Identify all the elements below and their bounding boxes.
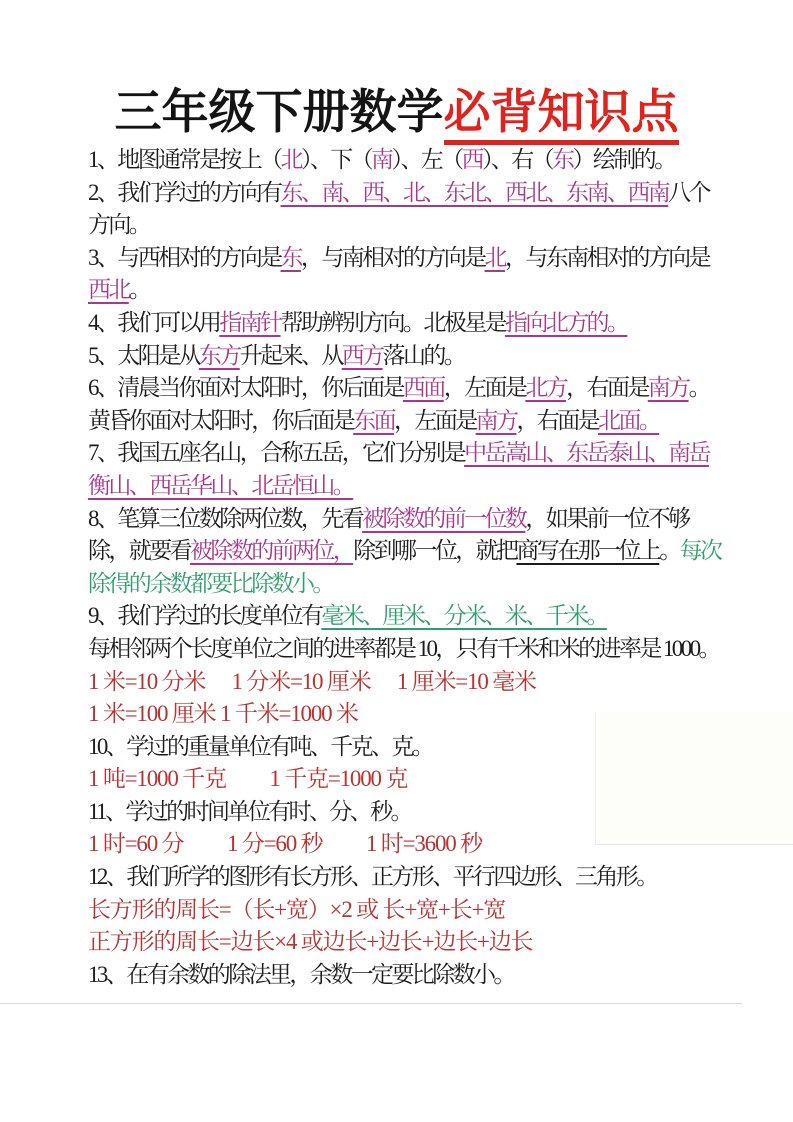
text-run: 8、笔算三位数除两位数，先看 [88, 505, 363, 531]
text-run: 2、我们学过的方向有 [88, 179, 281, 205]
text-run: 13、在有余数的除法里，余数一定要比除数小。 [88, 961, 514, 987]
page-edge-line [0, 1003, 742, 1004]
text-run: 10、学过的重量单位有吨、千克、克。 [88, 733, 433, 759]
text-run: 。 [128, 277, 150, 303]
length-formulas-1 [88, 666, 723, 699]
text-run: 每次除得的余数都要比除数小。 [88, 538, 721, 596]
time-formulas [88, 828, 723, 861]
text-run: 西方 [341, 342, 383, 368]
text-run: 北 [484, 244, 505, 270]
text-run: 东 [552, 147, 573, 172]
weight-formulas [88, 763, 723, 796]
text-run: ）、右（ [481, 147, 553, 172]
text-run: 指南针 [219, 309, 281, 335]
text-run: 长方形的周长=（长+宽）×2 或 长+宽+长+宽 [88, 896, 506, 922]
text-run: 7、我国五座名山，合称五岳，它们分别是 [88, 440, 465, 466]
text-run: 八个方向。 [88, 179, 709, 238]
text-run: 商写在那一位上 [516, 538, 660, 564]
text-run: 北 [280, 147, 301, 172]
text-run: ，与东南相对的方向是 [504, 244, 709, 270]
length-formulas-2 [88, 698, 723, 731]
text-run: 南方 [647, 375, 689, 401]
text-run: 5、太阳是从 [88, 342, 199, 368]
point-8 [88, 503, 723, 601]
text-run: 北方 [525, 375, 567, 401]
text-run: 11、学过的时间单位有时、分、秒。 [88, 798, 411, 824]
point-10 [88, 731, 723, 764]
text-run: 西面 [402, 375, 444, 401]
perimeter-square-formula [88, 926, 723, 959]
text-run: ）、下（ [300, 147, 372, 172]
text-run: 升起来、从 [239, 342, 342, 368]
point-2 [88, 177, 723, 242]
text-run: 4、我们可以用 [88, 309, 220, 335]
text-run: 落山的。 [382, 342, 465, 368]
text-run: 。黄昏你面对太阳时，你后面是 [88, 375, 709, 433]
text-run: ，左面是 [394, 407, 476, 433]
point-7 [88, 437, 723, 502]
text-run: ，与南相对的方向是 [300, 244, 485, 270]
text-run: 东 [280, 244, 301, 270]
text-run: 西北 [88, 277, 129, 303]
text-run: 9、我们学过的长度单位有 [88, 603, 322, 629]
text-run: 1、地图通常是按上（ [88, 147, 281, 172]
text-run: 。 [659, 538, 680, 564]
point-1 [88, 144, 723, 177]
text-run: 东方 [198, 342, 240, 368]
point-13 [88, 959, 723, 992]
point-9-note [88, 633, 723, 666]
text-run: ，左面是 [443, 375, 526, 401]
text-run: 1 米=10 分米 1 分米=10 厘米 1 厘米=10 毫米 [88, 668, 536, 694]
text-run: 南方 [475, 407, 517, 433]
point-6 [88, 372, 723, 437]
point-3 [88, 242, 723, 307]
point-5 [88, 340, 723, 373]
text-run: 被除数的前一位数 [362, 505, 526, 531]
text-run: 指向北方的。 [504, 309, 628, 335]
text-run: 东面 [353, 407, 395, 433]
text-run: 中岳嵩山、东岳泰山、南岳衡山、西岳华山、北岳恒山。 [88, 440, 709, 498]
text-run: 6、清晨当你面对太阳时，你后面是 [88, 375, 403, 401]
text-run: 西 [461, 147, 482, 172]
text-run: 1 时=60 分 1 分=60 秒 1 时=3600 秒 [88, 831, 482, 857]
text-run: 东、南、西、北、东北、西北、东南、西南 [280, 179, 669, 205]
text-run: 每相邻两个长度单位之间的进率都是 10，只有千米和米的进率是 1000。 [88, 635, 719, 661]
text-run: 1 吨=1000 千克 1 千克=1000 克 [88, 766, 408, 792]
point-11 [88, 796, 723, 829]
text-run: ，如果前一位不够除，就要看 [88, 505, 689, 564]
perimeter-rect-formula [88, 894, 723, 927]
text-run: ）、左（ [391, 147, 462, 172]
page-title-black: 三年级下册数学 [114, 85, 444, 138]
point-9 [88, 600, 723, 633]
point-4 [88, 307, 723, 340]
text-run: 正方形的周长=边长×4 或边长+边长+边长+边长 [88, 929, 533, 955]
text-run: ，右面是 [566, 375, 648, 401]
text-run: ）绘制的。 [572, 147, 675, 172]
point-12 [88, 861, 723, 894]
knowledge-points-list [0, 144, 793, 991]
page-title [0, 86, 793, 138]
text-run: 南 [371, 147, 392, 172]
text-run: ，右面是 [516, 407, 599, 433]
page-title-red: 必背知识点 [444, 85, 679, 145]
text-run: 北面。 [598, 407, 660, 433]
text-run: 毫米、厘米、分米、米、千米。 [321, 603, 607, 629]
text-run: 1 米=100 厘米 1 千米=1000 米 [88, 701, 358, 727]
text-run: 被除数的前两位， [190, 538, 354, 564]
text-run: 12、我们所学的图形有长方形、正方形、平行四边形、三角形。 [88, 864, 657, 890]
text-run: 除到哪一位，就把 [353, 538, 517, 564]
text-run: 3、与西相对的方向是 [88, 244, 281, 270]
text-run: 帮助辨别方向。北极星是 [280, 309, 505, 335]
